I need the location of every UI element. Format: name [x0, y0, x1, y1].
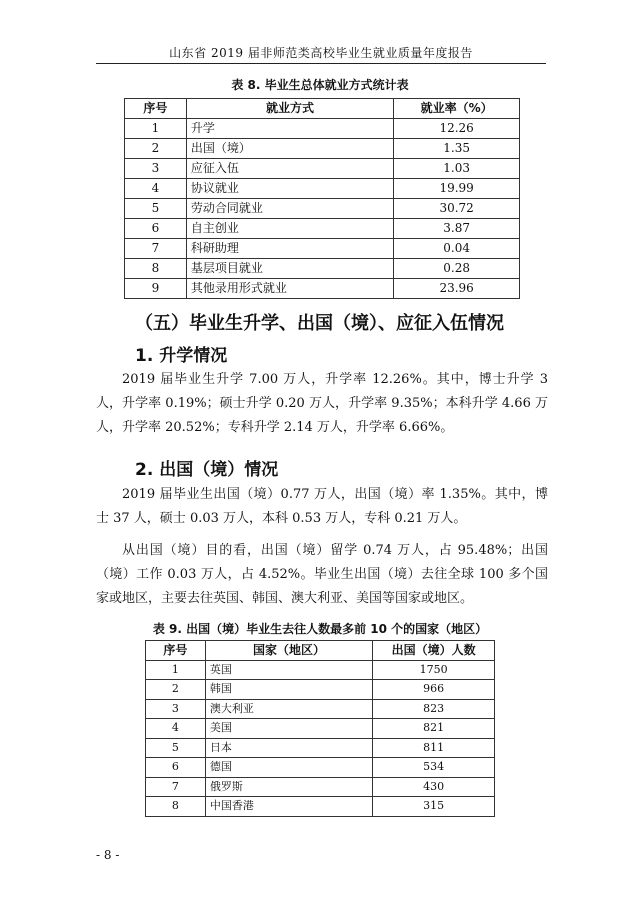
table-cell: 日本 — [205, 738, 372, 758]
table-cell: 0.28 — [394, 259, 520, 279]
table-cell: 534 — [373, 758, 495, 778]
table-cell: 出国（境） — [186, 139, 393, 159]
table-row — [146, 758, 495, 778]
subsection-heading-2: 2. 出国（境）情况 — [135, 460, 279, 480]
subsection-heading-1: 1. 升学情况 — [135, 346, 228, 366]
table-cell: 1 — [146, 660, 206, 680]
table-row — [146, 797, 495, 817]
table-row — [146, 738, 495, 758]
table-cell: 5 — [146, 738, 206, 758]
table-cell: 韩国 — [205, 680, 372, 700]
table-row — [146, 660, 495, 680]
paragraph-further-study: 2019 届毕业生升学 7.00 万人，升学率 12.26%。其中，博士升学 3 人，升学率 0.19%；硕士升学 0.20 万人，升学率 9.35%；本科升学 4.66 万人，升学率 20.52%；专科升学 2.14 万人，升学率 6.66%。 — [96, 372, 548, 435]
table-cell: 315 — [373, 797, 495, 817]
table-cell: 966 — [373, 680, 495, 700]
section-heading: （五）毕业生升学、出国（境）、应征入伍情况 — [135, 313, 504, 334]
column-header: 出国（境）人数 — [373, 641, 495, 661]
table-cell: 6 — [146, 758, 206, 778]
table-cell: 6 — [125, 219, 187, 239]
table-cell: 30.72 — [394, 199, 520, 219]
column-header: 国家（地区） — [205, 641, 372, 661]
table-cell: 8 — [146, 797, 206, 817]
table8 — [124, 98, 520, 299]
table-cell: 自主创业 — [186, 219, 393, 239]
table-cell: 科研助理 — [186, 239, 393, 259]
column-header: 序号 — [146, 641, 206, 661]
table-cell: 中国香港 — [205, 797, 372, 817]
table-cell: 3.87 — [394, 219, 520, 239]
table-cell: 3 — [146, 699, 206, 719]
table-cell: 23.96 — [394, 279, 520, 299]
table-cell: 430 — [373, 777, 495, 797]
table-cell: 0.04 — [394, 239, 520, 259]
page-number: - 8 - — [96, 848, 120, 862]
table-row — [125, 279, 520, 299]
table-cell: 7 — [125, 239, 187, 259]
column-header: 就业方式 — [186, 99, 393, 119]
table-row — [125, 239, 520, 259]
table-row — [146, 777, 495, 797]
table-cell: 劳动合同就业 — [186, 199, 393, 219]
table-cell: 4 — [146, 719, 206, 739]
table-cell: 821 — [373, 719, 495, 739]
table-cell: 英国 — [205, 660, 372, 680]
column-header: 就业率（%） — [394, 99, 520, 119]
table-cell: 1.03 — [394, 159, 520, 179]
table-row — [125, 259, 520, 279]
table-cell: 2 — [125, 139, 187, 159]
column-header: 序号 — [125, 99, 187, 119]
table-row — [146, 680, 495, 700]
table-cell: 美国 — [205, 719, 372, 739]
table-row — [146, 699, 495, 719]
table-row — [125, 219, 520, 239]
table-header-row — [125, 99, 520, 119]
table-cell: 4 — [125, 179, 187, 199]
page-header: 山东省 2019 届非师范类高校毕业生就业质量年度报告 — [169, 46, 473, 60]
table-cell: 8 — [125, 259, 187, 279]
table-cell: 1 — [125, 119, 187, 139]
table-cell: 7 — [146, 777, 206, 797]
table-row — [125, 159, 520, 179]
table-row — [125, 179, 520, 199]
table-row — [146, 719, 495, 739]
table-cell: 澳大利亚 — [205, 699, 372, 719]
table-cell: 12.26 — [394, 119, 520, 139]
table-cell: 其他录用形式就业 — [186, 279, 393, 299]
paragraph-abroad-1: 2019 届毕业生出国（境）0.77 万人，出国（境）率 1.35%。其中，博士 37 人，硕士 0.03 万人，本科 0.53 万人，专科 0.21 万人。 — [96, 487, 548, 526]
table-cell: 1.35 — [394, 139, 520, 159]
table-cell: 823 — [373, 699, 495, 719]
table-cell: 应征入伍 — [186, 159, 393, 179]
header-rule — [96, 63, 546, 64]
table-cell: 基层项目就业 — [186, 259, 393, 279]
table-cell: 5 — [125, 199, 187, 219]
table-row — [125, 199, 520, 219]
table-cell: 19.99 — [394, 179, 520, 199]
table-cell: 德国 — [205, 758, 372, 778]
table-cell: 2 — [146, 680, 206, 700]
table8-caption: 表 8. 毕业生总体就业方式统计表 — [231, 78, 409, 92]
table9-caption: 表 9. 出国（境）毕业生去往人数最多前 10 个的国家（地区） — [152, 622, 488, 636]
table9 — [145, 640, 495, 817]
table-cell: 升学 — [186, 119, 393, 139]
table-cell: 协议就业 — [186, 179, 393, 199]
table-row — [125, 119, 520, 139]
table-cell: 9 — [125, 279, 187, 299]
paragraph-abroad-2: 从出国（境）目的看，出国（境）留学 0.74 万人，占 95.48%；出国（境）工作 0.03 万人，占 4.52%。毕业生出国（境）去往全球 100 多个国家或地区，主要去往英国、韩国、澳大利亚、美国等国家或地区。 — [96, 543, 548, 606]
table-cell: 811 — [373, 738, 495, 758]
table-header-row — [146, 641, 495, 661]
table-cell: 1750 — [373, 660, 495, 680]
table-cell: 俄罗斯 — [205, 777, 372, 797]
table-row — [125, 139, 520, 159]
table-cell: 3 — [125, 159, 187, 179]
